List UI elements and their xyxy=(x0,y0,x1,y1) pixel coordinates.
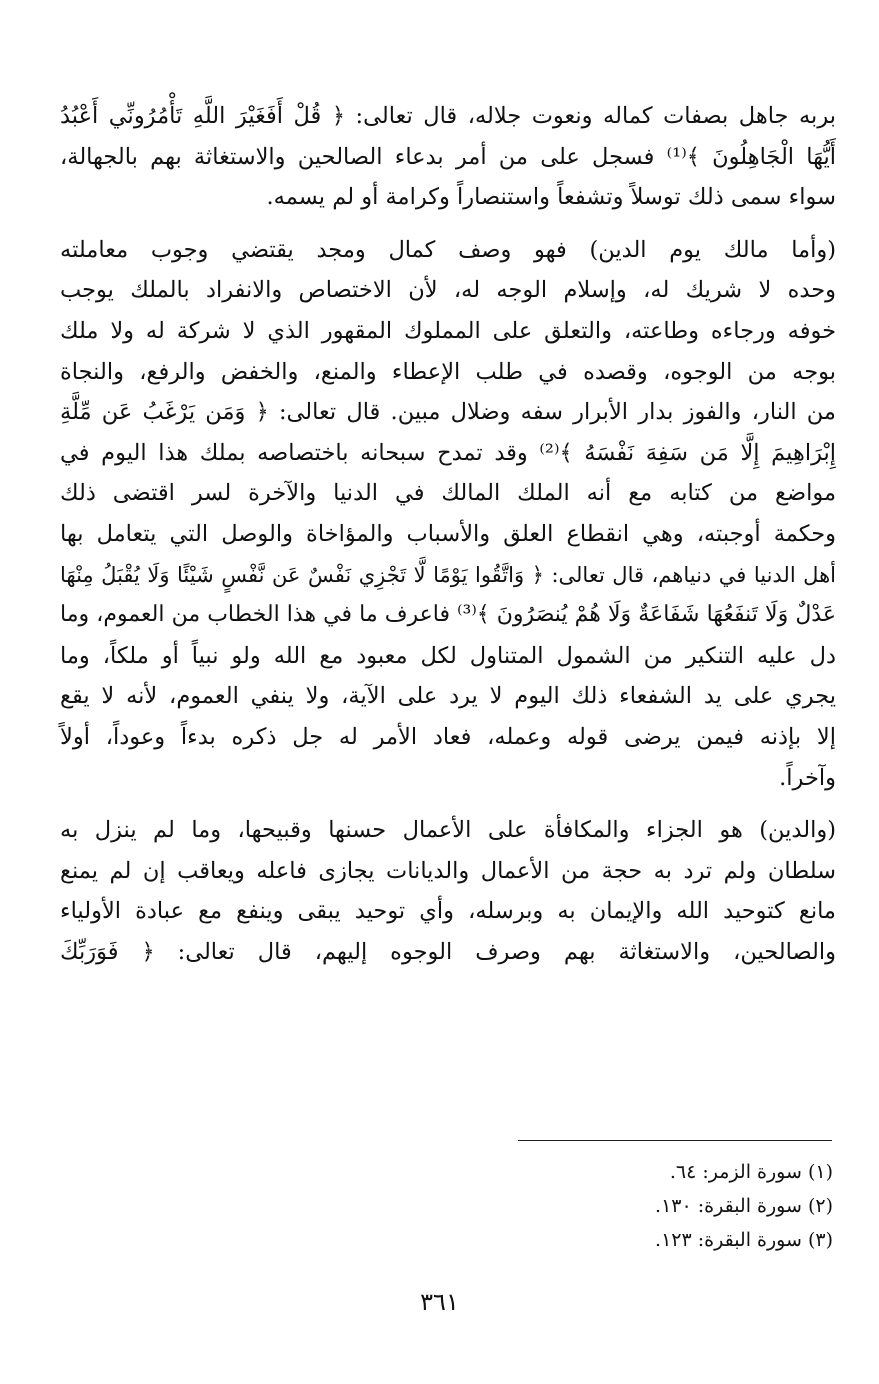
text-line: سلطان ولم ترد به حجة من الأعمال والديانات يجازى فاعله ويعاقب إن لم يمنع xyxy=(60,857,836,884)
paragraph-2 xyxy=(60,230,836,798)
text-line: وحكمة أوجبته، وهي انقطاع العلق والأسباب والمؤاخاة والوصل التي يتعامل بها xyxy=(60,520,836,547)
page-number: ٣٦١ xyxy=(420,1288,459,1316)
text-line: وآخراً. xyxy=(779,764,836,791)
text-line: بوجه من الوجوه، وقصده في طلب الإعطاء والمنع، والخفض والرفع، والنجاة xyxy=(60,358,836,385)
footnote-1: (١) سورة الزمر: ٦٤. xyxy=(669,1161,833,1183)
text-line: أَيُّهَا الْجَاهِلُونَ ﴾⁽¹⁾ فسجل على من أمر بدعاء الصالحين والاستغاثة بهم بالجهالة، xyxy=(60,143,836,170)
text-line: (والدين) هو الجزاء والمكافأة على الأعمال حسنها وقبيحها، وما لم ينزل به xyxy=(60,817,836,844)
text-line: عَدْلٌ وَلَا تَنفَعُهَا شَفَاعَةٌ وَلَا هُمْ يُنصَرُونَ ﴾⁽³⁾ فاعرف ما في هذا الخطاب من العموم، وما xyxy=(60,602,836,628)
footnote-3: (٣) سورة البقرة: ١٢٣. xyxy=(655,1229,833,1251)
text-line: (وأما مالك يوم الدين) فهو وصف كمال ومجد يقتضي وجوب معاملته xyxy=(60,236,836,263)
paragraph-1 xyxy=(60,96,836,218)
text-line: يجري على يد الشفعاء ذلك اليوم لا يرد على الآية، ولا ينفي العموم، لأنه لا يقع xyxy=(60,683,836,710)
text-line: والصالحين، والاستغاثة بهم وصرف الوجوه إليهم، قال تعالى: ﴿ فَوَرَبِّكَ xyxy=(60,938,836,965)
text-line: من النار، والفوز بدار الأبرار سفه وضلال مبين. قال تعالى: ﴿ وَمَن يَرْغَبُ عَن مِّلَّةِ xyxy=(60,399,836,426)
text-line: بربه جاهل بصفات كماله ونعوت جلاله، قال تعالى: ﴿ قُلْ أَفَغَيْرَ اللَّهِ تَأْمُرُونِّي أَعْبُدُ xyxy=(60,103,836,129)
text-line: وحده لا شريك له، وإسلام الوجه له، لأن الاختصاص والانفراد بالملك يوجب xyxy=(60,277,836,304)
text-line: مانع كتوحيد الله والإيمان به وبرسله، وأي توحيد يبقى وينفع مع عبادة الأولياء xyxy=(60,898,836,925)
text-line: سواء سمى ذلك توسلاً وتشفعاً واستنصاراً وكرامة أو لم يسمه. xyxy=(266,184,836,211)
text-line: خوفه ورجاءه وطاعته، والتعلق على المملوك المقهور الذي لا شركة له ولا ملك xyxy=(60,317,836,344)
text-line: مواضع من كتابه مع أنه الملك المالك في الدنيا والآخرة لسر اقتضى ذلك xyxy=(60,480,836,507)
text-line: دل عليه التنكير من الشمول المتناول لكل معبود مع الله ولو نبياً أو ملكاً، وما xyxy=(60,642,836,669)
paragraph-3 xyxy=(60,810,836,972)
text-line: إلا بإذنه فيمن يرضى قوله وعمله، فعاد الأمر له جل ذكره بدءاً وعوداً، أولاً xyxy=(60,723,836,750)
footnote-2: (٢) سورة البقرة: ١٣٠. xyxy=(655,1195,833,1217)
footnotes xyxy=(333,1155,833,1257)
text-line: إِبْرَاهِيمَ إِلَّا مَن سَفِهَ نَفْسَهُ ﴾⁽²⁾ وقد تمدح سبحانه باختصاصه بملك هذا اليوم في xyxy=(60,439,836,466)
footnote-divider xyxy=(518,1140,832,1141)
text-line: أهل الدنيا في دنياهم، قال تعالى: ﴿ وَاتَّقُوا يَوْمًا لَّا تَجْزِي نَفْسٌ عَن نَّفْسٍ شَيْئًا وَلَا يُقْبَلُ مِنْهَا xyxy=(60,562,836,587)
page-body xyxy=(60,96,836,972)
